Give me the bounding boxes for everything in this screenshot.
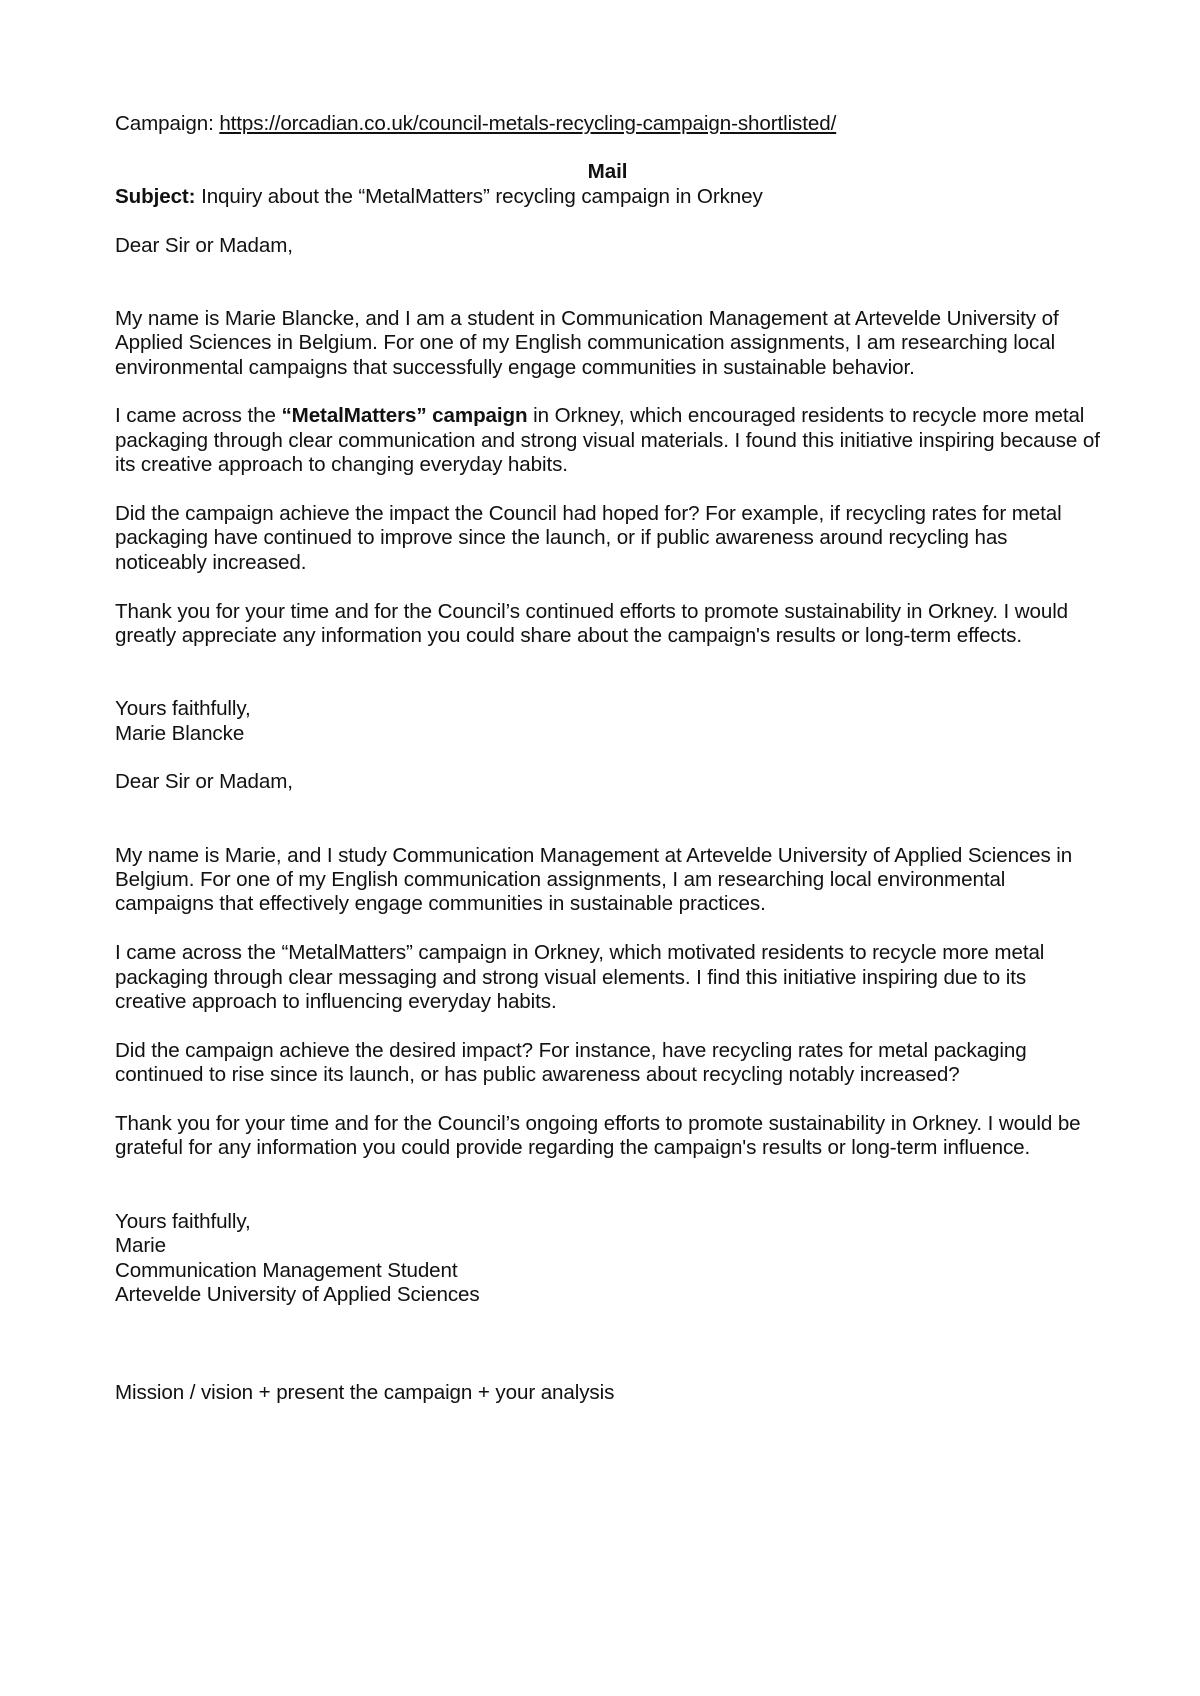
- letter2-paragraph-4: Thank you for your time and for the Council’s ongoing efforts to promote sustainability in Orkney. I would be grateful for any information you could provide regarding the campaign's results or long-term influence.: [115, 1112, 1081, 1160]
- subject-line: [115, 185, 1100, 209]
- letter2-paragraph-2: I came across the “MetalMatters” campaign in Orkney, which motivated residents to recycle more metal packaging through clear messaging and strong visual elements. I find this initiative inspiring due to its creative approach to influencing everyday habits.: [115, 941, 1045, 1014]
- letter2-signature-school: Artevelde University of Applied Sciences: [115, 1282, 480, 1306]
- letter1-signature: Marie Blancke: [115, 721, 245, 745]
- document-page: [115, 112, 1100, 1405]
- letter1-greeting: Dear Sir or Madam,: [115, 233, 293, 257]
- mail-heading: Mail: [587, 160, 628, 184]
- campaign-line: [115, 112, 1100, 136]
- letter2-closing: Yours faithfully,: [115, 1209, 251, 1233]
- subject-label: Subject:: [115, 184, 196, 208]
- subject-text: Inquiry about the “MetalMatters” recycling campaign in Orkney: [195, 184, 763, 208]
- letter1-paragraph-4: Thank you for your time and for the Council’s continued efforts to promote sustainability in Orkney. I would greatly appreciate any information you could share about the campaign's results or long-term effects.: [115, 599, 1069, 648]
- letter1-paragraph-2: [115, 404, 1100, 477]
- letter2-signature-role: Communication Management Student: [115, 1258, 458, 1282]
- letter1-p2-before: I came across the: [115, 404, 282, 428]
- campaign-link[interactable]: https://orcadian.co.uk/council-metals-recycling-campaign-shortlisted/: [219, 112, 837, 135]
- letter1-p2-bold: “MetalMatters” campaign: [281, 404, 528, 428]
- letter2-signature-name: Marie: [115, 1234, 166, 1258]
- letter1-paragraph-1: My name is Marie Blancke, and I am a student in Communication Management at Artevelde University of Applied Sciences in Belgium. For one of my English communication assignments, I am researching local environmental campaigns that successfully engage communities in sustainable behavior.: [115, 306, 1059, 379]
- letter1-p2-after: in Orkney, which encouraged residents to recycle more metal packaging through clear communication and strong visual materials. I found this initiative inspiring because of its creative approach to changing everyday habits.: [115, 404, 1100, 477]
- letter2-paragraph-1: My name is Marie, and I study Communication Management at Artevelde University of Applied Sciences in Belgium. For one of my English communication assignments, I am researching local environmental campaigns that effectively engage communities in sustainable practices.: [115, 843, 1073, 916]
- campaign-label: Campaign:: [115, 112, 220, 135]
- footer-note: Mission / vision + present the campaign + your analysis: [115, 1380, 615, 1404]
- letter1-paragraph-3: Did the campaign achieve the impact the Council had hoped for? For example, if recycling rates for metal packaging have continued to improve since the launch, or if public awareness around recycling has noticeably increased.: [115, 502, 1062, 574]
- letter2-paragraph-3: Did the campaign achieve the desired impact? For instance, have recycling rates for metal packaging continued to rise since its launch, or has public awareness about recycling notably increased?: [115, 1038, 1027, 1087]
- letter1-closing: Yours faithfully,: [115, 697, 251, 721]
- letter2-greeting: Dear Sir or Madam,: [115, 770, 293, 794]
